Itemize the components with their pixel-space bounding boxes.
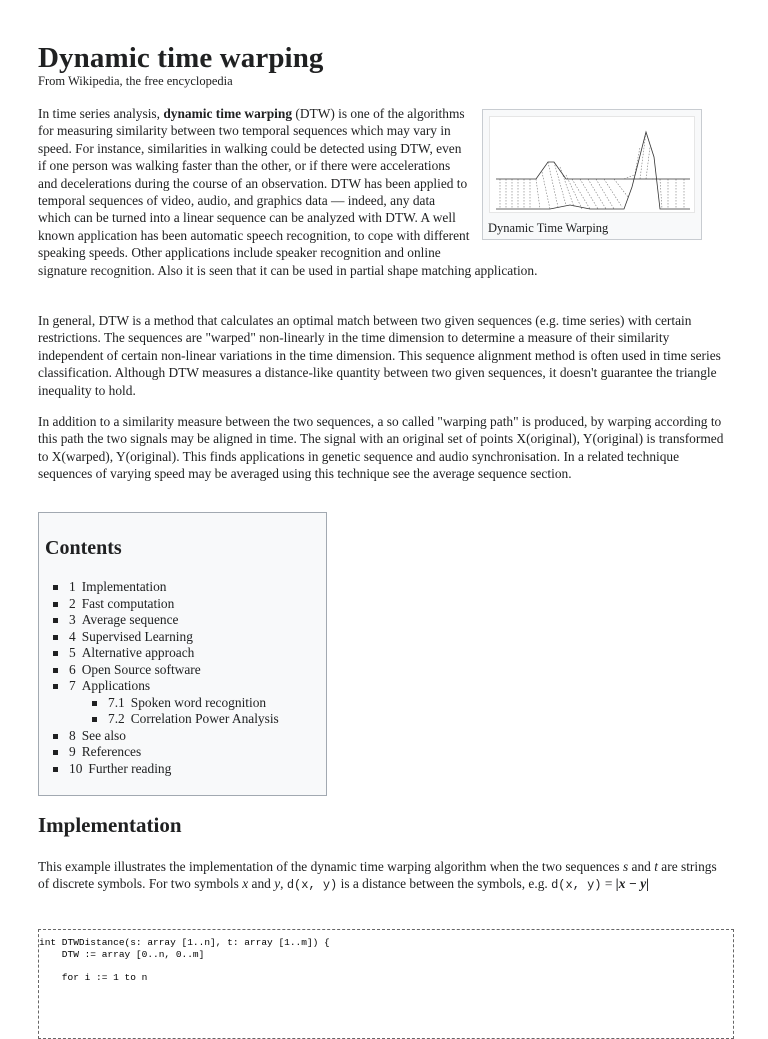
impl-text: This example illustrates the implementation of the dynamic time warping algorithm when the two sequences [38, 859, 623, 874]
impl-text: , [280, 876, 287, 892]
toc-label: Open Source software [81, 661, 201, 677]
toc-number: 1 [69, 579, 76, 594]
toc-label: Supervised Learning [81, 628, 193, 644]
bullet-icon [53, 635, 58, 640]
toc-item-see-also[interactable] [69, 728, 279, 745]
bullet-icon [92, 717, 97, 722]
tagline: From Wikipedia, the free encyclopedia [38, 74, 233, 88]
toc-item-further-reading[interactable] [69, 761, 279, 778]
toc-number: 2 [69, 595, 76, 611]
toc-number: 7 [69, 678, 76, 693]
bullet-icon [53, 668, 58, 673]
toc-label: Alternative approach [81, 645, 195, 660]
code-dxy: d(x, y) [286, 878, 338, 893]
paragraph-implementation [38, 858, 730, 895]
dtw-figure-image[interactable] [489, 116, 695, 213]
toc-label: Average sequence [81, 612, 179, 627]
toc-label: See also [81, 727, 126, 743]
code-block [38, 929, 734, 1039]
figure-thumbnail[interactable] [482, 109, 702, 240]
code-line: int DTWDistance(s: array [1..n], t: array [1..m]) { [39, 937, 330, 948]
toc-item-fast-computation[interactable] [69, 596, 279, 613]
toc-item-average-sequence[interactable] [69, 612, 279, 629]
toc-item-supervised-learning[interactable] [69, 629, 279, 646]
paragraph-warping-path: In addition to a similarity measure between the two sequences, a so called "warping path" is produced, by warping according to this path the two signals may be aligned in time. The signal with an original set of points X(original), Y(original) is transformed to X(warped), Y(original). This finds applications in genetic sequence and audio synchronisation. In a related technique sequences of varying speed may be averaged using this technique see the average sequence section. [38, 414, 724, 482]
toc-number: 6 [69, 661, 76, 677]
bullet-icon [53, 684, 58, 689]
toc-label: Applications [81, 678, 151, 693]
toc-number: 7.1 [108, 694, 125, 710]
toc-label: Correlation Power Analysis [130, 711, 279, 726]
toc-number: 7.2 [108, 711, 125, 726]
toc-list [69, 579, 279, 777]
impl-text: are strings of discrete symbols. For two symbols [38, 859, 717, 892]
toc-item-references[interactable] [69, 744, 279, 761]
toc-label: Implementation [81, 579, 167, 594]
bullet-icon [53, 750, 58, 755]
bullet-icon [53, 602, 58, 607]
toc-item-applications[interactable] [69, 678, 279, 695]
toc-item-alternative-approach[interactable] [69, 645, 279, 662]
toc-label: Fast computation [81, 595, 175, 611]
intro-term: dynamic time warping [163, 106, 293, 121]
section-heading-implementation: Implementation [38, 813, 182, 837]
intro-paragraph [38, 105, 700, 279]
toc-number: 3 [69, 612, 76, 627]
toc-item-open-source-software[interactable] [69, 662, 279, 679]
bullet-icon [92, 701, 97, 706]
toc-number: 10 [69, 760, 83, 776]
toc-number: 5 [69, 645, 76, 660]
table-of-contents [38, 512, 327, 796]
var-x: x [242, 876, 249, 892]
bullet-icon [53, 767, 58, 772]
bullet-icon [53, 734, 58, 739]
bullet-icon [53, 585, 58, 590]
math-formula: |x − y| [615, 876, 650, 892]
paragraph-general: In general, DTW is a method that calculates an optimal match between two given sequences (e.g. time series) with certain restrictions. The sequences are "warped" non-linearly in the time dimension to determine a measure of their similarity independent of certain non-linear variations in the time dimension. This sequence alignment method is often used in time series classification. Although DTW measures a distance-like quantity between two given sequences, it doesn't guarantee the triangle inequality to hold. [38, 313, 721, 398]
impl-text: and [628, 859, 655, 874]
var-s: s [622, 859, 629, 874]
toc-label: References [81, 744, 142, 759]
dtw-illustration [490, 117, 694, 212]
toc-number: 9 [69, 744, 76, 759]
toc-label: Spoken word recognition [130, 694, 267, 710]
toc-item-spoken-word-recognition[interactable] [108, 695, 279, 712]
toc-item-implementation[interactable] [69, 579, 279, 596]
bullet-icon [53, 618, 58, 623]
toc-title: Contents [45, 537, 122, 559]
toc-number: 4 [69, 628, 76, 644]
impl-text: is a distance between the symbols, e.g. [337, 876, 552, 892]
toc-item-correlation-power-analysis[interactable] [108, 711, 279, 728]
intro-rest: (DTW) is one of the algorithms for measuring similarity between two temporal sequences which may vary in speed. For instance, similarities in walking could be detected using DTW, even if one person was walking faster than the other, or if there were accelerations and decelerations during the course of an observation. DTW has been applied to temporal sequences of video, audio, and graphics data — indeed, any data which can be turned into a linear sequence can be analyzed with DTW. A well known application has been automatic speech recognition, to cope with different speaking speeds. Other applications include speaker recognition and online signature recognition. Also it is seen that it can be used in partial shape matching application. [38, 106, 538, 278]
page-title: Dynamic time warping [38, 42, 324, 74]
figure-caption: Dynamic Time Warping [488, 221, 609, 235]
intro-lead: In time series analysis, [38, 106, 164, 121]
toc-label: Further reading [88, 760, 172, 776]
code-line: DTW := array [0..n, 0..m] [39, 948, 205, 960]
code-dxy: d(x, y) [551, 878, 602, 893]
code-line: for i := 1 to n [39, 971, 148, 983]
var-t: t [654, 859, 658, 874]
impl-text: and [248, 876, 275, 892]
toc-number: 8 [69, 727, 76, 743]
bullet-icon [53, 651, 58, 656]
code-line [39, 960, 733, 972]
impl-text: = [601, 876, 616, 892]
var-y: y [274, 876, 281, 892]
